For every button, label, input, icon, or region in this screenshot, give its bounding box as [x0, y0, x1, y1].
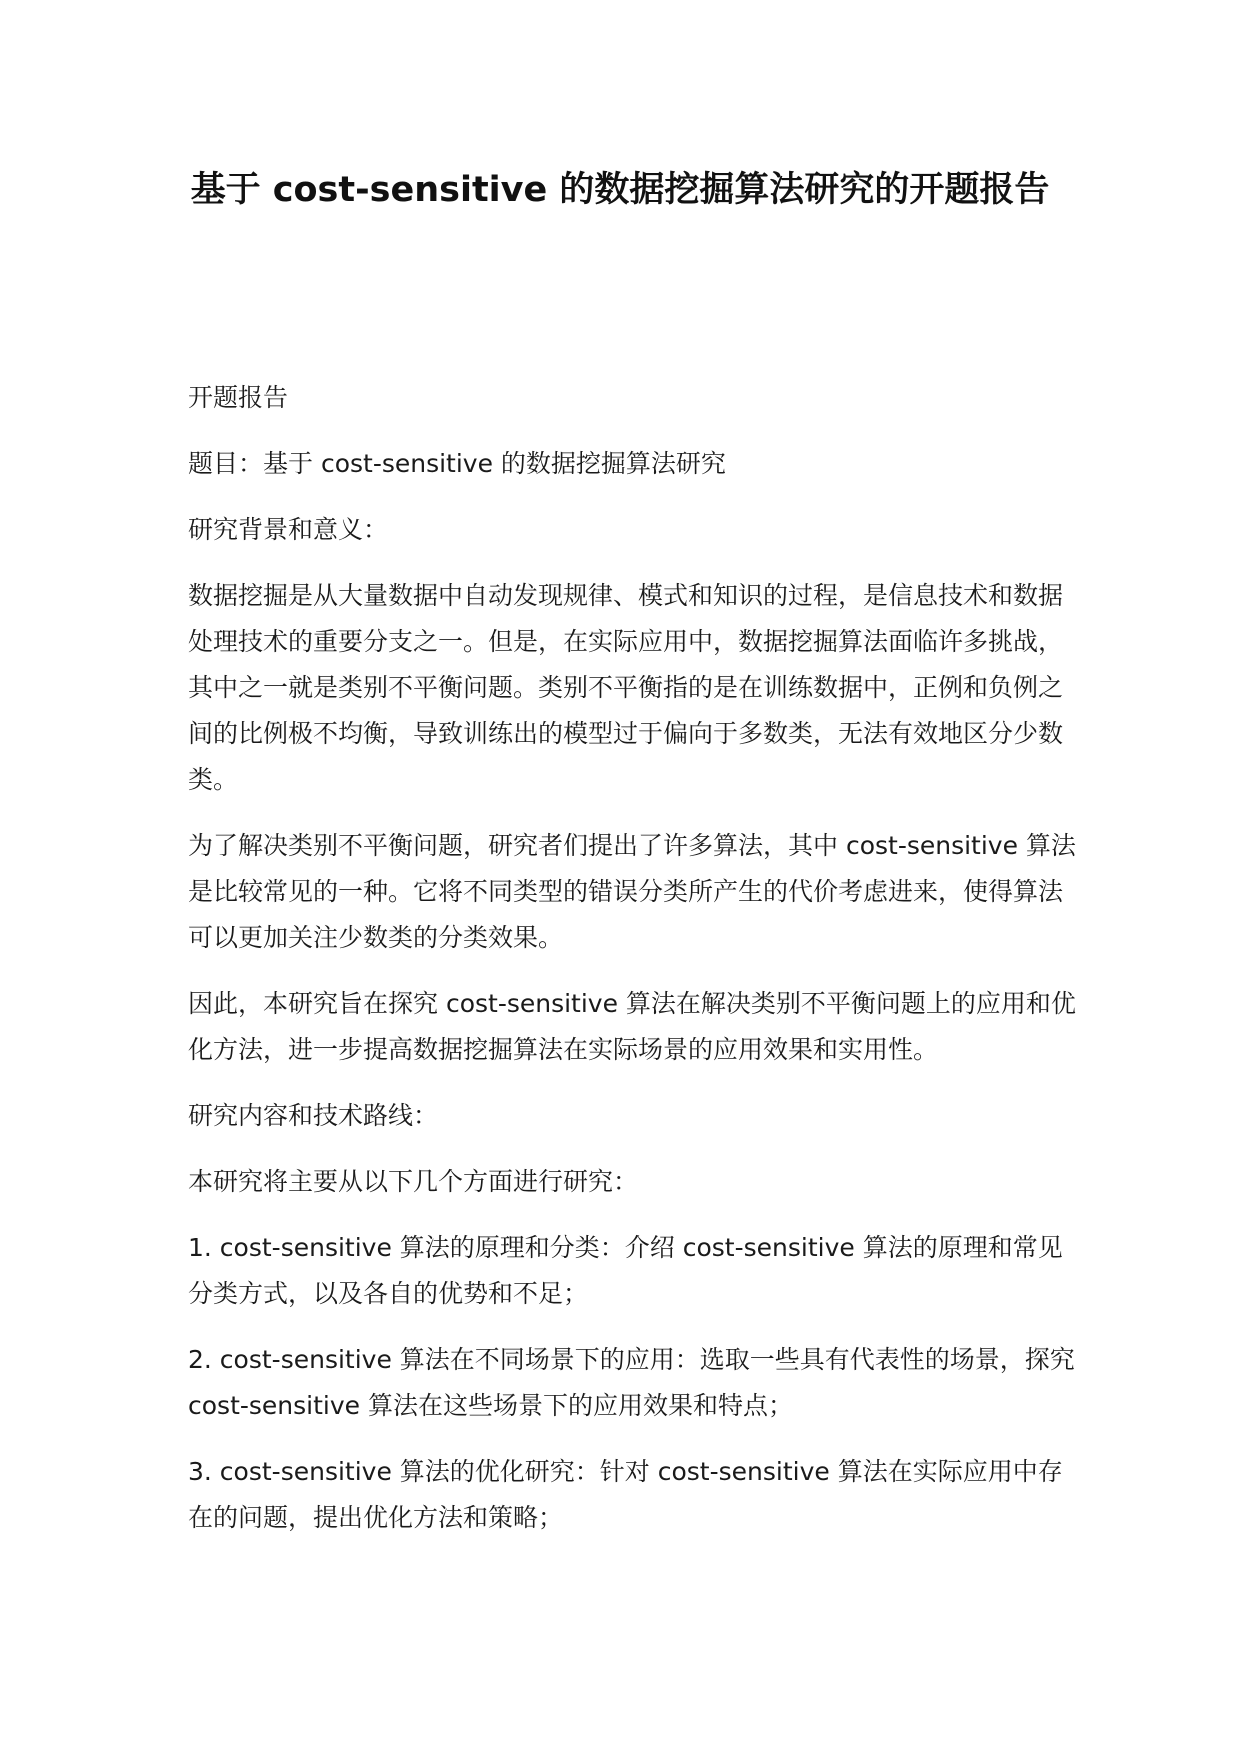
- document-title: 基于 cost-sensitive 的数据挖掘算法研究的开题报告: [190, 170, 1050, 210]
- paragraph-background-2: 为了解决类别不平衡问题，研究者们提出了许多算法，其中 cost-sensitive 算法是比较常见的一种。它将不同类型的错误分类所产生的代价考虑进来，使得算法可以更加关注少数类的分类效果。: [188, 831, 1076, 952]
- section-heading-content: 研究内容和技术路线：: [188, 1101, 439, 1130]
- list-item-1: 1. cost-sensitive 算法的原理和分类：介绍 cost-sensitive 算法的原理和常见分类方式，以及各自的优势和不足；: [188, 1233, 1063, 1308]
- paragraph-background-1: 数据挖掘是从大量数据中自动发现规律、模式和知识的过程，是信息技术和数据处理技术的重要分支之一。但是，在实际应用中，数据挖掘算法面临许多挑战，其中之一就是类别不平衡问题。类别不平衡指的是在训练数据中，正例和负例之间的比例极不均衡，导致训练出的模型过于偏向于多数类，无法有效地区分少数类。: [188, 581, 1064, 794]
- topic-line: 题目：基于 cost-sensitive 的数据挖掘算法研究: [188, 449, 726, 478]
- list-item-3: 3. cost-sensitive 算法的优化研究：针对 cost-sensitive 算法在实际应用中存在的问题，提出优化方法和策略；: [188, 1457, 1063, 1532]
- section-label-report: 开题报告: [188, 383, 289, 412]
- paragraph-background-3: 因此，本研究旨在探究 cost-sensitive 算法在解决类别不平衡问题上的应用和优化方法，进一步提高数据挖掘算法在实际场景的应用效果和实用性。: [188, 989, 1076, 1064]
- section-heading-background: 研究背景和意义：: [188, 515, 389, 544]
- document-body: [188, 375, 1080, 1561]
- paragraph-content-intro: 本研究将主要从以下几个方面进行研究：: [188, 1167, 639, 1196]
- list-item-2: 2. cost-sensitive 算法在不同场景下的应用：选取一些具有代表性的场景，探究 cost-sensitive 算法在这些场景下的应用效果和特点；: [188, 1345, 1075, 1420]
